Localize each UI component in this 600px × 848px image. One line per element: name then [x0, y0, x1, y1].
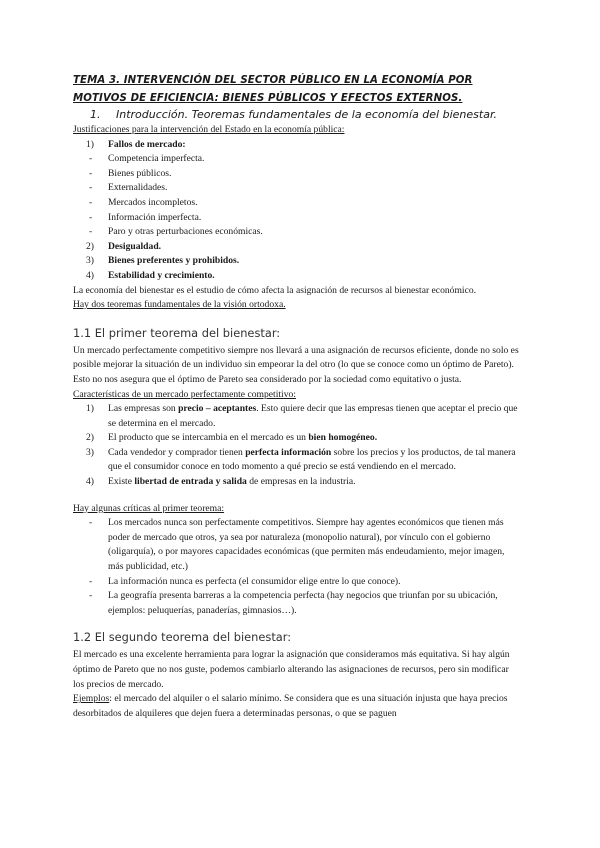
list-item-text: de empresas en la industria. [246, 476, 356, 488]
list-item [73, 589, 521, 618]
justifications-heading: Justificaciones para la intervención del Estado en la economía pública: [73, 124, 345, 135]
pareto-paragraph: Esto no nos asegura que el óptimo de Pareto sea considerado por la sociedad como equitativo o justa. [73, 373, 462, 385]
dash-marker: - [89, 182, 93, 194]
characteristics-heading: Características de un mercado perfectamente competitivo: [73, 388, 296, 400]
bold-term: libertad de entrada y salida [134, 476, 247, 488]
section-1-number: 1. [90, 108, 101, 121]
list-item [73, 225, 521, 240]
list-number: 4) [86, 269, 94, 281]
list-item-text: Bienes preferentes y prohibidos. [108, 255, 240, 267]
criticisms-list [73, 516, 521, 618]
list-item [73, 240, 521, 255]
list-item-text: Externalidades. [108, 182, 168, 194]
document-content [73, 72, 521, 721]
second-theorem-paragraph: El mercado es una excelente herramienta para lograr la asignación que consideramos más equitativa. Si hay algún óptimo de Pareto que no nos guste, podemos cambiarlo alterando las asignaciones de recursos, pero sin modificar los precios de mercado. [73, 649, 510, 690]
list-item [73, 181, 521, 196]
list-number: 3) [86, 255, 94, 267]
first-theorem-paragraph: Un mercado perfectamente competitivo siempre nos llevará a una asignación de recursos eficiente, donde no solo es posible mejorar la situación de un individuo sin empeorar la del otro (lo que se conoce como un óptimo de Pareto). [73, 344, 519, 371]
list-item-text: El producto que se intercambia en el mercado es un [108, 432, 309, 444]
characteristics-list [73, 402, 521, 490]
list-number: 4) [86, 476, 94, 488]
list-item-text: Paro y otras perturbaciones económicas. [108, 226, 263, 238]
list-item-text: Existe [108, 476, 135, 488]
bold-term: precio – aceptantes [178, 403, 257, 415]
list-number: 1) [86, 138, 94, 150]
list-item-text: La información nunca es perfecta (el consumidor elige entre lo que conoce). [108, 575, 401, 587]
examples-label: Ejemplos [73, 693, 110, 705]
spacer [73, 490, 521, 502]
list-item [73, 138, 521, 153]
bold-term: perfecta información [245, 446, 332, 458]
list-item [73, 446, 521, 475]
welfare-economics-paragraph: La economía del bienestar es el estudio de cómo afecta la asignación de recursos al bienestar económico. [73, 284, 477, 296]
list-item [73, 575, 521, 590]
list-item-text: Competencia imperfecta. [108, 153, 205, 165]
dash-marker: - [89, 226, 93, 238]
list-item-text: Desigualdad. [108, 240, 162, 252]
list-item [73, 402, 521, 431]
list-item-text: . Esto quiere decir que las empresas tienen que aceptar el precio que se determina en el mercado. [108, 403, 518, 429]
examples-paragraph [73, 692, 521, 721]
justifications-list [73, 138, 521, 153]
list-item [73, 431, 521, 446]
list-item [73, 516, 521, 574]
list-item [73, 475, 521, 490]
examples-text: : el mercado del alquiler o el salario mínimo. Se considera que es una situación injusta que haya precios desorbitados de alquileres que dejen fuera a determinadas personas, o que se paguen [73, 693, 508, 719]
section-1-1-heading: 1.1 El primer teorema del bienestar: [73, 325, 281, 340]
dash-marker: - [89, 590, 93, 602]
dash-marker: - [89, 211, 93, 223]
list-item [73, 254, 521, 269]
list-number: 2) [86, 240, 94, 252]
section-1-title: Introducción. Teoremas fundamentales de la economía del bienestar. [116, 108, 497, 121]
criticisms-heading: Hay algunas críticas al primer teorema: [73, 502, 225, 514]
justifications-list-continued [73, 240, 521, 284]
list-item [73, 167, 521, 182]
list-item-text: sobre los precios y los productos, de tal manera que el consumidor conoce en todo momento a qué precio se está vendiendo en el mercado. [108, 446, 516, 473]
dash-marker: - [89, 517, 93, 529]
list-item-text: Mercados incompletos. [108, 196, 198, 208]
list-item-text: Bienes públicos. [108, 167, 172, 179]
two-theorems-paragraph: Hay dos teoremas fundamentales de la visión ortodoxa. [73, 299, 286, 311]
dash-marker: - [89, 575, 93, 587]
list-item-text: Los mercados nunca son perfectamente competitivos. Siempre hay agentes económicos que tienen más poder de mercado que otros, ya sea por naturaleza (monopolio natural), por vínculo con el gobierno (oligarquía), o por mayores capacidades económicas (que permiten más endeudamiento, mejor imagen, más publicidad, etc.) [108, 517, 505, 573]
list-number: 1) [86, 403, 94, 415]
list-item-text: Cada vendedor y comprador tienen [108, 446, 246, 458]
market-failures-list [73, 152, 521, 240]
list-item [73, 211, 521, 226]
list-item-text: Estabilidad y crecimiento. [108, 269, 215, 281]
list-item [73, 196, 521, 211]
list-item-text: Fallos de mercado: [108, 138, 186, 150]
section-1-2-heading: 1.2 El segundo teorema del bienestar: [73, 630, 292, 645]
document-title-line-1: TEMA 3. INTERVENCIÓN DEL SECTOR PÚBLICO EN LA ECONOMÍA POR [73, 75, 473, 86]
list-item-text: La geografía presenta barreras a la competencia perfecta (hay negocios que triunfan por su ubicación, ejemplos: peluquerías, panaderías, gimnasios…). [108, 590, 498, 616]
dash-marker: - [89, 153, 93, 165]
dash-marker: - [89, 167, 93, 179]
bold-term: bien homogéneo. [308, 432, 378, 444]
list-item [73, 269, 521, 284]
list-number: 2) [86, 432, 94, 444]
list-item-text: Información imperfecta. [108, 211, 202, 223]
dash-marker: - [89, 196, 93, 208]
section-1-heading [90, 107, 521, 123]
list-number: 3) [86, 446, 94, 458]
document-title-line-2: MOTIVOS DE EFICIENCIA: BIENES PÚBLICOS Y EFECTOS EXTERNOS. [73, 92, 463, 104]
list-item-text: Las empresas son [108, 403, 179, 415]
list-item [73, 152, 521, 167]
